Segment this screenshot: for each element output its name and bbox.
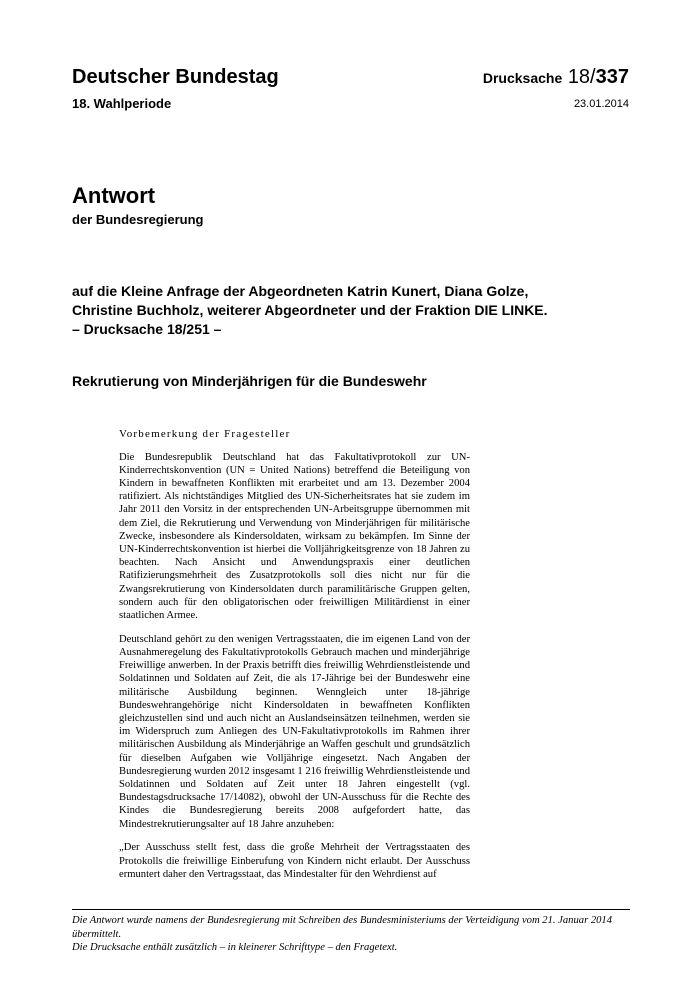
inquiry-line: Christine Buchholz, weiterer Abgeordneter und der Fraktion DIE LINKE. [72,302,548,318]
document-number-label: Drucksache [482,70,563,86]
document-number-value: 337 [595,66,629,88]
footnote-typeface: Die Drucksache enthält zusätzlich – in kleinerer Schrifttype – den Fragetext. [72,942,398,953]
body-paragraph: „Der Ausschuss stellt fest, dass die große Mehrheit der Vertragsstaaten des Protokolls die freiwillige Einberufung von Kindern nicht erlaubt. Der Ausschuss ermuntert daher den Vertragsstaat, das Mindestalter für den Wehrdienst auf [119,842,470,880]
footnote-transmission: Die Antwort wurde namens der Bundesregierung mit Schreiben des Bundesministeriums der Verteidigung vom 21. Januar 2014 übermittelt. [72,915,613,940]
body-paragraph: Deutschland gehört zu den wenigen Vertragsstaaten, die im eigenen Land von der Ausnahmeregelung des Fakultativprotokolls Gebrauch machen und minderjährige Freiwillige anwerben. In der Praxis betrifft dies freiwillig Wehrdienstleistende und Soldatinnen und Soldaten auf Zeit, die als 17-Jährige bei der Bundeswehr eine militärische Ausbildung beginnen. Wenngleich unter 18-jährige Bundeswehrangehörige nicht Kindersoldaten in bewaffneten Konflikten gleichzustellen sind und auch nicht an Auslandseinsätzen teilnehmen, werden sie im Widerspruch zum Anliegen des UN-Fakultativprotokolls im Rahmen ihrer militärischen Ausbildung als Minderjährige an Waffen geschult und grundsätzlich für dieselben Aufgaben wie Volljährige eingesetzt. Nach Angaben der Bundesregierung wurden 2012 insgesamt 1 216 freiwillig Wehrdienstleistende und Soldatinnen und Soldaten auf Zeit unter 18 Jahren eingestellt (vgl. Bundestagsdrucksache 17/14082), obwohl der UN-Ausschuss für die Rechte des Kindes die Bundesregierung bereits 2008 aufgefordert hatte, das Mindestrekrutierungsalter auf 18 Jahre anzuheben: [119,633,470,830]
institution-name: Deutscher Bundestag [72,66,279,88]
inquiry-reference [72,282,632,339]
footnote-divider [72,909,630,910]
document-subtitle: der Bundesregierung [72,212,204,227]
document-title: Antwort [72,183,156,208]
inquiry-line: – Drucksache 18/251 – [72,321,222,337]
document-number-prefix: 18/ [567,66,596,88]
subject-heading: Rekrutierung von Minderjährigen für die Bundeswehr [72,373,427,389]
body-paragraph: Die Bundesrepublik Deutschland hat das Fakultativprotokoll zur UN-Kinderrechtskonvention (UN = United Nations) betreffend die Beteiligung von Kindern in bewaffneten Konflikten mit erarbeitet und am 13. Dezember 2004 ratifiziert. Als nichtständiges Mitglied des UN-Sicherheitsrates hat sie zudem im Jahr 2011 den Vorsitz in der entsprechenden UN-Arbeitsgruppe übernommen mit dem Ziel, die Rekrutierung und Verwendung von Minderjährigen für militärische Zwecke, insbesondere als Kindersoldaten, wirksam zu bekämpfen. Im Sinne der UN-Kinderrechtskonvention ist hierbei die Volljährigkeitsgrenze von 18 Jahren zu beachten. Nach Ansicht und Anwendungspraxis einer deutlichen Ratifizierungsmehrheit des Zusatzprotokolls soll dies nicht nur für die Zwangsrekrutierung von Kindersoldaten durch paramilitärische Gruppen gelten, sondern auch für den obligatorischen oder freiwilligen Militärdienst in einer staatlichen Armee. [119,451,470,622]
preliminary-remarks-heading: Vorbemerkung der Fragesteller [119,428,291,440]
document-number [483,66,629,89]
inquiry-line: auf die Kleine Anfrage der Abgeordneten Katrin Kunert, Diana Golze, [72,283,529,299]
legislative-period: 18. Wahlperiode [72,96,172,111]
footnotes [72,914,632,955]
document-date: 23.01.2014 [573,98,629,110]
preliminary-remarks [119,428,470,889]
